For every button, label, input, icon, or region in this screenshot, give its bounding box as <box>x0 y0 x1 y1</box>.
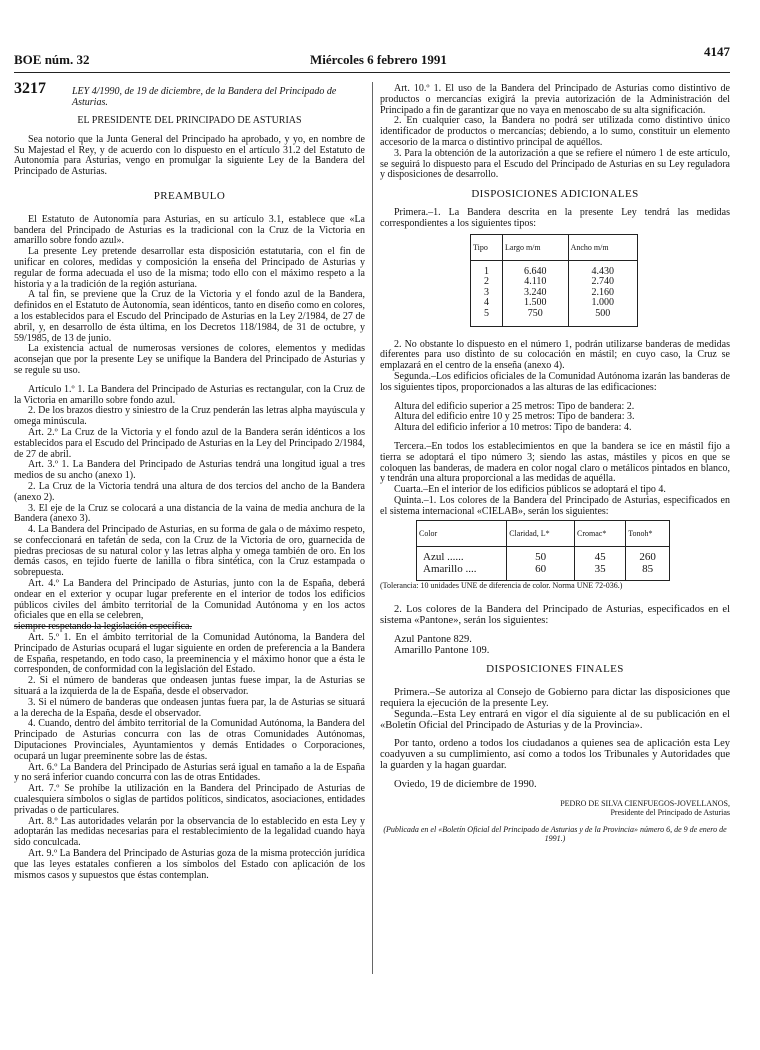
column-divider <box>372 82 373 974</box>
preambulo-paragraph: El Estatuto de Autonomía para Asturias, en su artículo 3.1, establece que «La bandera del Principado de Asturias es la tradicional con la Cruz de la Victoria en amarillo sobre fondo azul». <box>14 213 365 247</box>
table-cell: 2.160 <box>568 288 637 299</box>
cuarta-paragraph: Cuarta.–En el interior de los edificios públicos se adoptará el tipo 4. <box>394 484 666 496</box>
table-cell: 260 <box>626 552 670 564</box>
table-header: Cromac* <box>575 521 626 547</box>
table-cell: 4.430 <box>568 267 637 278</box>
article-paragraph: Art. 8.º Las autoridades velarán por la observancia de lo establecido en esta Ley y adoptarán las medidas necesarias para el restablecimiento de la legalidad cuando haya sido conculcada. <box>14 815 365 849</box>
article-paragraph: 3. Para la obtención de la autorización a que se refiere el número 1 de este artículo, se seguirá lo dispuesto para el Escudo del Principado de Asturias en su Ley reguladora y disposiciones de desarrollo. <box>380 147 730 181</box>
height-rule: Altura del edificio inferior a 10 metros: Tipo de bandera: 4. <box>394 422 632 434</box>
table-cell: 4 <box>471 298 503 309</box>
table-cell: 1.000 <box>568 298 637 309</box>
signature-name: PEDRO DE SILVA CIENFUEGOS-JOVELLANOS, <box>560 798 730 808</box>
tercera-paragraph: Tercera.–En todos los establecimientos en que la bandera se ice en mástil fijo a tierra se adoptará el tipo número 3; siendo las astas, mástiles y picos en que se coloquen las banderas, de madera en color nogal claro o metálicos pintados en blanco, y tendrán una altura proporcional a las medidas de aquélla. <box>380 440 730 485</box>
table-header: Color <box>417 521 507 547</box>
table-header: Largo m/m <box>503 234 569 260</box>
table-cell: 60 <box>507 564 575 576</box>
tolerance-note: (Tolerancia: 10 unidades UNE de diferencia de color. Norma UNE 72-036.) <box>380 581 623 591</box>
finales-paragraph: Primera.–Se autoriza al Consejo de Gobierno para dictar las disposiciones que requiera la ejecución de la presente Ley. <box>380 687 730 710</box>
article-paragraph: Artículo 1.º 1. La Bandera del Principado de Asturias es rectangular, con la Cruz de la Victoria en amarillo sobre fondo azul. <box>14 383 365 406</box>
table-cell: 3 <box>471 288 503 299</box>
table-header: Claridad, L* <box>507 521 575 547</box>
law-number: 3217 <box>14 80 46 97</box>
article-paragraph: 3. Si el número de banderas que ondeasen juntas fuera par, la de Asturias se situará a la derecha de la España, desde el observador. <box>14 696 365 719</box>
segunda-paragraph: Segunda.–Los edificios oficiales de la Comunidad Autónoma izarán las banderas de los siguientes tipos, proporcionados a las alturas de las edificaciones: <box>380 370 730 393</box>
table-row <box>471 298 638 309</box>
article-paragraph: Art. 3.º 1. La Bandera del Principado de Asturias tendrá una longitud igual a tres medios de su ancho (anexo 1). <box>14 459 365 482</box>
table-cell: 3.240 <box>503 288 569 299</box>
table-row <box>471 309 638 320</box>
article-paragraph: Art. 4.º La Bandera del Principado de Asturias, junto con la de España, deberá ondear en el exterior y ocupar lugar preferente en el interior de todos los edificios públicos civiles del ámbito territorial de la Comunidad Autónoma y en los actos oficiales que en ella se celebren, <box>14 578 365 622</box>
table-cell: 750 <box>503 309 569 320</box>
article-paragraph: 4. La Bandera del Principado de Asturias, en su forma de gala o de máximo respeto, se confeccionará en tafetán de seda, con la Cruz de la Victoria de oro, guarnecida de piedras preciosas de su natural color y las letras alpha y omega también de oro. En los demás casos, en tejido fuerte de lanilla o fibra sintética, con la Cruz estampada o sobrepuesta. <box>14 524 365 579</box>
law-title: LEY 4/1990, de 19 de diciembre, de la Bandera del Principado de Asturias. <box>72 86 337 108</box>
publication-note: (Publicada en el «Boletín Oficial del Principado de Asturias y de la Provincia» número 6, de 9 de enero de 1991.) <box>383 824 727 843</box>
table-cell: 4.110 <box>503 277 569 288</box>
table-header: Tonoh* <box>626 521 670 547</box>
table-cell: 1 <box>471 267 503 278</box>
intro-paragraph: Sea notorio que la Junta General del Principado ha aprobado, y yo, en nombre de Su Majestad el Rey, y de acuerdo con lo dispuesto en el artículo 31.2 del Estatuto de Autonomía para Asturias, vengo en promulgar la siguiente Ley de la Bandera del Principado de Asturias. <box>14 133 365 178</box>
primera-paragraph: Primera.–1. La Bandera descrita en la presente Ley tendrá las medidas correspondientes a los siguientes tipos: <box>380 206 730 229</box>
flag-sizes-table <box>470 234 638 327</box>
table-header: Tipo <box>471 234 503 260</box>
table-cell: 50 <box>507 552 575 564</box>
table-cell: 85 <box>626 564 670 576</box>
issue-date: Miércoles 6 febrero 1991 <box>310 52 447 67</box>
article-paragraph: Art. 6.º La Bandera del Principado de Asturias será igual en tamaño a la de España y no será inferior cuando concurra con las de otras Entidades. <box>14 761 365 784</box>
preambulo-paragraph: La presente Ley pretende desarrollar esta disposición estatutaria, con el fin de unificar en colores, medidas y composición la enseña del Principado de Asturias y regular de forma adecuada el uso de la misma; todo ello con el máximo respeto a la historia y a la tradición de la región asturiana. <box>14 246 365 290</box>
president-heading: EL PRESIDENTE DEL PRINCIPADO DE ASTURIAS <box>77 115 302 126</box>
pantone-value: Azul Pantone 829. <box>394 633 472 645</box>
page-header <box>14 44 730 68</box>
article-paragraph: Art. 9.º La Bandera del Principado de Asturias goza de la misma protección jurídica que las leyes estatales confieren a los símbolos del Estado con aplicación de los mismos casos y supuestos que éstas contemplan. <box>14 848 365 881</box>
table-cell: 2 <box>471 277 503 288</box>
table-cell: Amarillo .... <box>417 564 507 576</box>
table-cell: 2.740 <box>568 277 637 288</box>
table-cell: 45 <box>575 552 626 564</box>
table-cell: 35 <box>575 564 626 576</box>
pantone-value: Amarillo Pantone 109. <box>394 644 490 656</box>
preambulo-paragraph: A tal fin, se previene que la Cruz de la Victoria y el fondo azul de la Bandera, definidos en el Estatuto de Autonomía, sean idénticos, tanto en diseño como en colores, a los establecidos para el Escudo del Principado de Asturias en la Ley 2/1984, de 27 de abril, y, en desarrollo de ésta última, en los Decretos 118/1984, de 31 de octubre, y 59/1985, de 13 de junio. <box>14 289 365 344</box>
table-cell: Azul ...... <box>417 552 507 564</box>
article-paragraph: 2. En cualquier caso, la Bandera no podrá ser utilizada como distintivo único identificador de productos o mercancías; debiendo, a lo sumo, constituir un elemento accesorio de la marca o distintivo principal de aquéllos. <box>380 115 730 148</box>
preambulo-heading: PREAMBULO <box>153 189 226 202</box>
article-paragraph: Art. 5.º 1. En el ámbito territorial de la Comunidad Autónoma, la Bandera del Principado de Asturias ocupará el lugar siguiente en orden de preferencia a la Bandera de España, respetando, en todo caso, la preeminencia y el máximo honor que a ésta le corresponden, de conformidad con la legislación del Estado. <box>14 632 365 676</box>
page-number: 4147 <box>704 44 730 59</box>
left-column <box>14 80 366 881</box>
table-header: Ancho m/m <box>568 234 637 260</box>
signature-title: Presidente del Principado de Asturias <box>610 807 730 817</box>
article-paragraph: 2. De los brazos diestro y siniestro de la Cruz penderán las letras alpha mayúscula y omega minúscula. <box>14 405 365 428</box>
date-place: Oviedo, 19 de diciembre de 1990. <box>394 778 537 790</box>
quinta-paragraph: Quinta.–1. Los colores de la Bandera del Principado de Asturias, especificados en el sistema internacional «CIELAB», serán los siguientes: <box>380 494 730 517</box>
height-rule: Altura del edificio entre 10 y 25 metros: Tipo de bandera: 3. <box>394 411 635 423</box>
table-cell: 5 <box>471 309 503 320</box>
finales-paragraph: Segunda.–Esta Ley entrará en vigor el día siguiente al de su publicación en el «Boletín Oficial del Principado de Asturias y de la Provincia». <box>380 708 730 731</box>
closing-paragraph: Por tanto, ordeno a todos los ciudadanos a quienes sea de aplicación esta Ley coadyuven a su cumplimiento, así como a todos los Tribunales y Autoridades que la guarden y la hagan guardar. <box>380 738 730 772</box>
article-paragraph: Art. 2.º La Cruz de la Victoria y el fondo azul de la Bandera serán idénticos a los establecidos para el Escudo del Principado de Asturias en la Ley del Principado 2/1984, de 27 de abril. <box>14 426 366 460</box>
article-paragraph: Art. 7.º Se prohíbe la utilización en la Bandera del Principado de Asturias de cualesquiera símbolos o siglas de partidos políticos, sindicatos, asociaciones, entidades privadas o de particulares. <box>14 783 365 816</box>
article-paragraph: 2. Si el número de banderas que ondeasen juntas fuese impar, la de Asturias se situará a la izquierda de la de España, desde el observador. <box>14 675 365 698</box>
cielab-colors-table <box>416 520 670 581</box>
adicionales-heading: DISPOSICIONES ADICIONALES <box>471 188 639 201</box>
table-cell: 6.640 <box>503 267 569 278</box>
primera-paragraph: 2. No obstante lo dispuesto en el número 1, podrán utilizarse banderas de medidas diferentes para uso distinto de su colocación en mástil; en cuyo caso, la Cruz se emplazará en el centro de la enseña (anexo 4). <box>380 338 730 372</box>
height-rule: Altura del edificio superior a 25 metros: Tipo de bandera: 2. <box>394 400 635 412</box>
header-rule <box>14 72 730 73</box>
article-paragraph: 2. La Cruz de la Victoria tendrá una altura de dos tercios del ancho de la Bandera (anexo 2). <box>14 480 365 503</box>
journal-issue: BOE núm. 32 <box>14 52 90 67</box>
finales-heading: DISPOSICIONES FINALES <box>486 663 624 676</box>
table-cell: 500 <box>568 309 637 320</box>
table-cell: 1.500 <box>503 298 569 309</box>
article-paragraph: 3. El eje de la Cruz se colocará a una distancia de la vaina de media anchura de la Bandera (anexo 3). <box>14 502 365 525</box>
table-row <box>417 564 670 576</box>
right-column <box>380 84 730 843</box>
law-heading <box>14 80 365 116</box>
article-paragraph: Art. 10.º 1. El uso de la Bandera del Principado de Asturias como distintivo de productos o mercancías exigirá la previa autorización de la Administración del Principado a fin de garantizar que no vaya en menoscabo de su alta significación. <box>380 83 730 116</box>
struck-text: siempre respetando la legislación específica. <box>14 621 192 633</box>
quinta-paragraph: 2. Los colores de la Bandera del Principado de Asturias, especificados en el sistema «Pantone», serán los siguientes: <box>380 604 730 627</box>
preambulo-paragraph: La existencia actual de numerosas versiones de colores, elementos y medidas aconsejan que por la presente Ley se unifique la Bandera del Principado de Asturias y se regule su uso. <box>14 343 365 376</box>
article-paragraph: 4. Cuando, dentro del ámbito territorial de la Comunidad Autónoma, la Bandera del Principado de Asturias concurra con las de otras Comunidades Autónomas, Diputaciones Provinciales, Ayuntamientos y demás Entidades o Corporaciones, ocupará un lugar preeminente sobre las de éstas. <box>14 718 365 762</box>
